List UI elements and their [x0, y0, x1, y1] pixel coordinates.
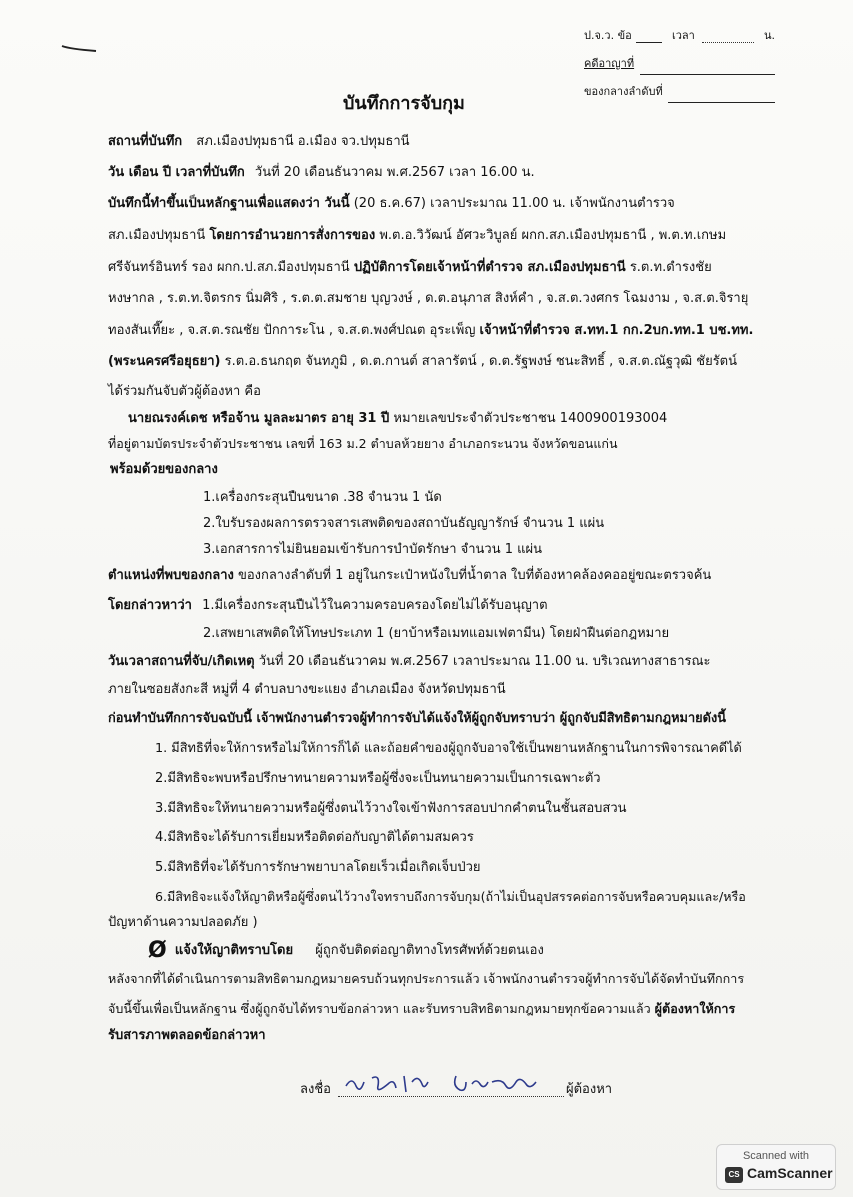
signature-prefix: ลงชื่อ: [300, 1082, 331, 1097]
rights-item-1: 1. มีสิทธิที่จะให้การหรือไม่ให้การก็ได้ และถ้อยคำของผู้ถูกจับอาจใช้เป็นพยานหลักฐานในการพิจารณาคดีได้: [155, 741, 742, 756]
closing-line-3: รับสารภาพตลอดข้อกล่าวหา: [108, 1028, 266, 1043]
body-line-1-text: (20 ธ.ค.67) เวลาประมาณ 11.00 น. เจ้าพนักงานตำรวจ: [349, 196, 675, 211]
notify-value: ผู้ถูกจับติดต่อญาติทางโทรศัพท์ด้วยตนเอง: [315, 943, 544, 958]
rights-item-6: 6.มีสิทธิจะแจ้งให้ญาติหรือผู้ซึ่งตนไว้วางใจทราบถึงการจับกุม(ถ้าไม่เป็นอุปสรรคต่อการจับหรือควบคุมและ/หรือ: [155, 889, 746, 904]
header-time-unit: น.: [764, 29, 776, 42]
body-line-3-text: ศรีจันทร์อินทร์ รอง ผกก.ป.สภ.มืองปทุมธานี: [108, 260, 354, 275]
body-line-4-text: หงษากล , ร.ต.ท.จิตรกร นิ่มศิริ , ร.ต.ต.สมชาย บุญวงษ์ , ด.ต.อนุภาส สิงห์คำ , จ.ส.ต.วงศกร โฉมงาม , จ.ส.ต.จิรายุ: [108, 291, 749, 306]
body-line-2-text-2: พ.ต.อ.วิวัฒน์ อัศวะวิบูลย์ ผกก.สภ.เมืองปทุมธานี , พ.ต.ท.เกษม: [375, 228, 727, 243]
evidence-item-2: 2.ใบรับรองผลการตรวจสารเสพติดของสถาบันธัญญารักษ์ จำนวน 1 แผ่น: [203, 516, 605, 531]
body-line-2-text: สภ.เมืองปทุมธานี: [108, 228, 210, 243]
rights-heading: ก่อนทำบันทึกการจับฉบับนี้ เจ้าพนักงานตำรวจผู้ทำการจับได้แจ้งให้ผู้ถูกจับทราบว่า ผู้ถูกจับมีสิทธิตามกฎหมายดังนี้: [108, 711, 726, 726]
header-case-number-blank: [636, 42, 662, 43]
suspect-id-number: หมายเลขประจำตัวประชาชน 1400900193004: [389, 411, 668, 426]
arrest-place-value: วันที่ 20 เดือนธันวาคม พ.ศ.2567 เวลาประมาณ 11.00 น. บริเวณทางสาธารณะ: [254, 654, 711, 669]
scanner-badge: [716, 1144, 836, 1190]
charge-item-2: 2.เสพยาเสพติดให้โทษประเภท 1 (ยาบ้าหรือเมทแอมเฟตามีน) โดยฝ่าฝืนต่อกฎหมาย: [203, 626, 670, 641]
body-line-6-bold: (พระนครศรีอยุธยา): [108, 354, 221, 369]
body-line-2-bold: โดยการอำนวยการสั่งการของ: [209, 228, 376, 243]
charges-row-1: [108, 598, 548, 614]
header-time-blank: [702, 42, 754, 43]
charges-label: โดยกล่าวหาว่า: [108, 598, 192, 613]
closing-line-1: หลังจากที่ได้ดำเนินการตามสิทธิตามกฎหมายครบถ้วนทุกประการแล้ว เจ้าพนักงานตำรวจผู้ทำการจับได้จัดทำบันทึกการ: [108, 971, 745, 986]
body-line-7: [108, 384, 261, 400]
closing-line-2: [108, 1001, 735, 1017]
document-title: บันทึกการจับกุม: [343, 93, 465, 114]
body-line-1: [108, 196, 675, 212]
rights-item-3: 3.มีสิทธิจะให้ทนายความหรือผู้ซึ่งตนไว้วางใจเข้าฟังการสอบปากคำตนในชั้นสอบสวน: [155, 801, 627, 816]
rights-item-5: 5.มีสิทธิที่จะได้รับการรักษาพยาบาลโดยเร็วเมื่อเกิดเจ็บป่วย: [155, 860, 481, 875]
body-line-6: [108, 354, 737, 370]
pen-mark: [60, 40, 100, 54]
suspect-name: นายณรงค์เดช หรือจ้าน มูลละมาตร อายุ 31 ปี: [128, 411, 390, 426]
body-line-3-bold: ปฏิบัติการโดยเจ้าหน้าที่ตำรวจ สภ.เมืองปทุมธานี: [353, 260, 626, 275]
evidence-heading: พร้อมด้วยของกลาง: [110, 462, 218, 477]
handwritten-signature: [338, 1066, 568, 1100]
body-line-5-bold: เจ้าหน้าที่ตำรวจ ส.ทท.1 กก.2บก.ทท.1 บช.ทท.: [479, 323, 754, 338]
datetime-value: วันที่ 20 เดือนธันวาคม พ.ศ.2567 เวลา 16.00 น.: [254, 165, 535, 180]
arrest-place-row-1: [108, 654, 711, 670]
closing-line-2-bold: ผู้ต้องหาให้การ: [654, 1001, 736, 1016]
header-criminal-case-label: คดีอาญาที่: [584, 57, 635, 70]
datetime-label: วัน เดือน ปี เวลาที่บันทึก: [108, 165, 245, 180]
header-evidence-order-label: ของกลางลำดับที่: [584, 85, 663, 98]
datetime-row: [108, 165, 535, 181]
scanner-badge-caption: Scanned with: [742, 1150, 810, 1162]
body-line-5-text: ทองสันเที๊ยะ , จ.ส.ต.รณชัย ปักการะโน , จ.ส.ต.พงศ์ปณต อุระเพ็ญ: [108, 323, 480, 338]
rights-item-4: 4.มีสิทธิจะได้รับการเยี่ยมหรือติดต่อกับญาติได้ตามสมควร: [155, 830, 474, 845]
arrest-place-label: วันเวลาสถานที่จับ/เกิดเหตุ: [108, 654, 255, 669]
body-line-5: [108, 323, 753, 339]
suspect-address: ที่อยู่ตามบัตรประจำตัวประชาชน เลขที่ 163 ม.2 ตำบลห้วยยาง อำเภอกระนวน จังหวัดขอนแก่น: [108, 436, 618, 451]
rights-item-2: 2.มีสิทธิจะพบหรือปรึกษาทนายความหรือผู้ซึ่งจะเป็นทนายความเป็นการเฉพาะตัว: [155, 771, 601, 786]
found-location-row: [108, 568, 711, 584]
rights-item-6-cont: ปัญหาด้านความปลอดภัย ): [108, 915, 258, 930]
found-location-label: ตำแหน่งที่พบของกลาง: [108, 568, 234, 583]
header-time-label: เวลา: [672, 29, 695, 42]
found-location-value: ของกลางลำดับที่ 1 อยู่ในกระเป๋าหนังใบที่น้ำตาล ใบที่ต้องหาคล้องคออยู่ขณะตรวจค้น: [233, 568, 712, 583]
body-line-3: [108, 260, 712, 276]
body-line-7-text: ได้ร่วมกันจับตัวผู้ต้องหา คือ: [108, 384, 261, 399]
notify-row: [148, 938, 544, 963]
charge-item-1: 1.มีเครื่องกระสุนปืนไว้ในความครอบครองโดยไม่ได้รับอนุญาต: [202, 598, 548, 613]
signature-suffix: ผู้ต้องหา: [566, 1082, 613, 1097]
suspect-line-1: [128, 411, 667, 427]
closing-line-2-text: จับนี้ขึ้นเพื่อเป็นหลักฐาน ซึ่งผู้ถูกจับได้ทราบข้อกล่าวหา และรับทราบสิทธิตามกฎหมายทุกข้อความแล้ว: [108, 1001, 655, 1016]
place-label: สถานที่บันทึก: [108, 134, 183, 149]
scanner-badge-name: CamScanner: [747, 1165, 833, 1181]
body-line-6-text: ร.ต.อ.ธนกฤต จันทภูมิ , ด.ต.กานต์ สาลารัตน์ , ด.ต.รัฐพงษ์ ชนะสิทธิ์ , จ.ส.ต.ณัฐวุฒิ ชัยรัตน์: [220, 354, 738, 369]
notify-label: แจ้งให้ญาติทราบโดย: [174, 943, 294, 958]
place-value: สภ.เมืองปทุมธานี อ.เมือง จว.ปทุมธานี: [196, 134, 410, 149]
notify-check-mark: Ø: [148, 938, 167, 963]
arrest-place-row-2: ภายในซอยสังกะสี หมู่ที่ 4 ตำบลบางขะแยง อำเภอเมือง จังหวัดปทุมธานี: [108, 682, 506, 697]
header-evidence-order-blank: [668, 102, 775, 103]
body-line-2: [108, 228, 726, 244]
header-case-number-label: ป.จ.ว. ข้อ: [584, 29, 632, 42]
body-line-4: [108, 291, 748, 307]
body-line-3-text-2: ร.ต.ท.ดำรงชัย: [625, 260, 712, 275]
camscanner-logo-icon: CS: [725, 1167, 743, 1183]
evidence-item-1: 1.เครื่องกระสุนปืนขนาด .38 จำนวน 1 นัด: [203, 490, 442, 505]
place-row: [108, 134, 410, 150]
evidence-item-3: 3.เอกสารการไม่ยินยอมเข้ารับการบำบัดรักษา จำนวน 1 แผ่น: [203, 542, 543, 557]
body-line-1-bold: บันทึกนี้ทำขึ้นเป็นหลักฐานเพื่อแสดงว่า วันนี้: [108, 196, 350, 211]
header-criminal-case-blank: [640, 74, 775, 75]
